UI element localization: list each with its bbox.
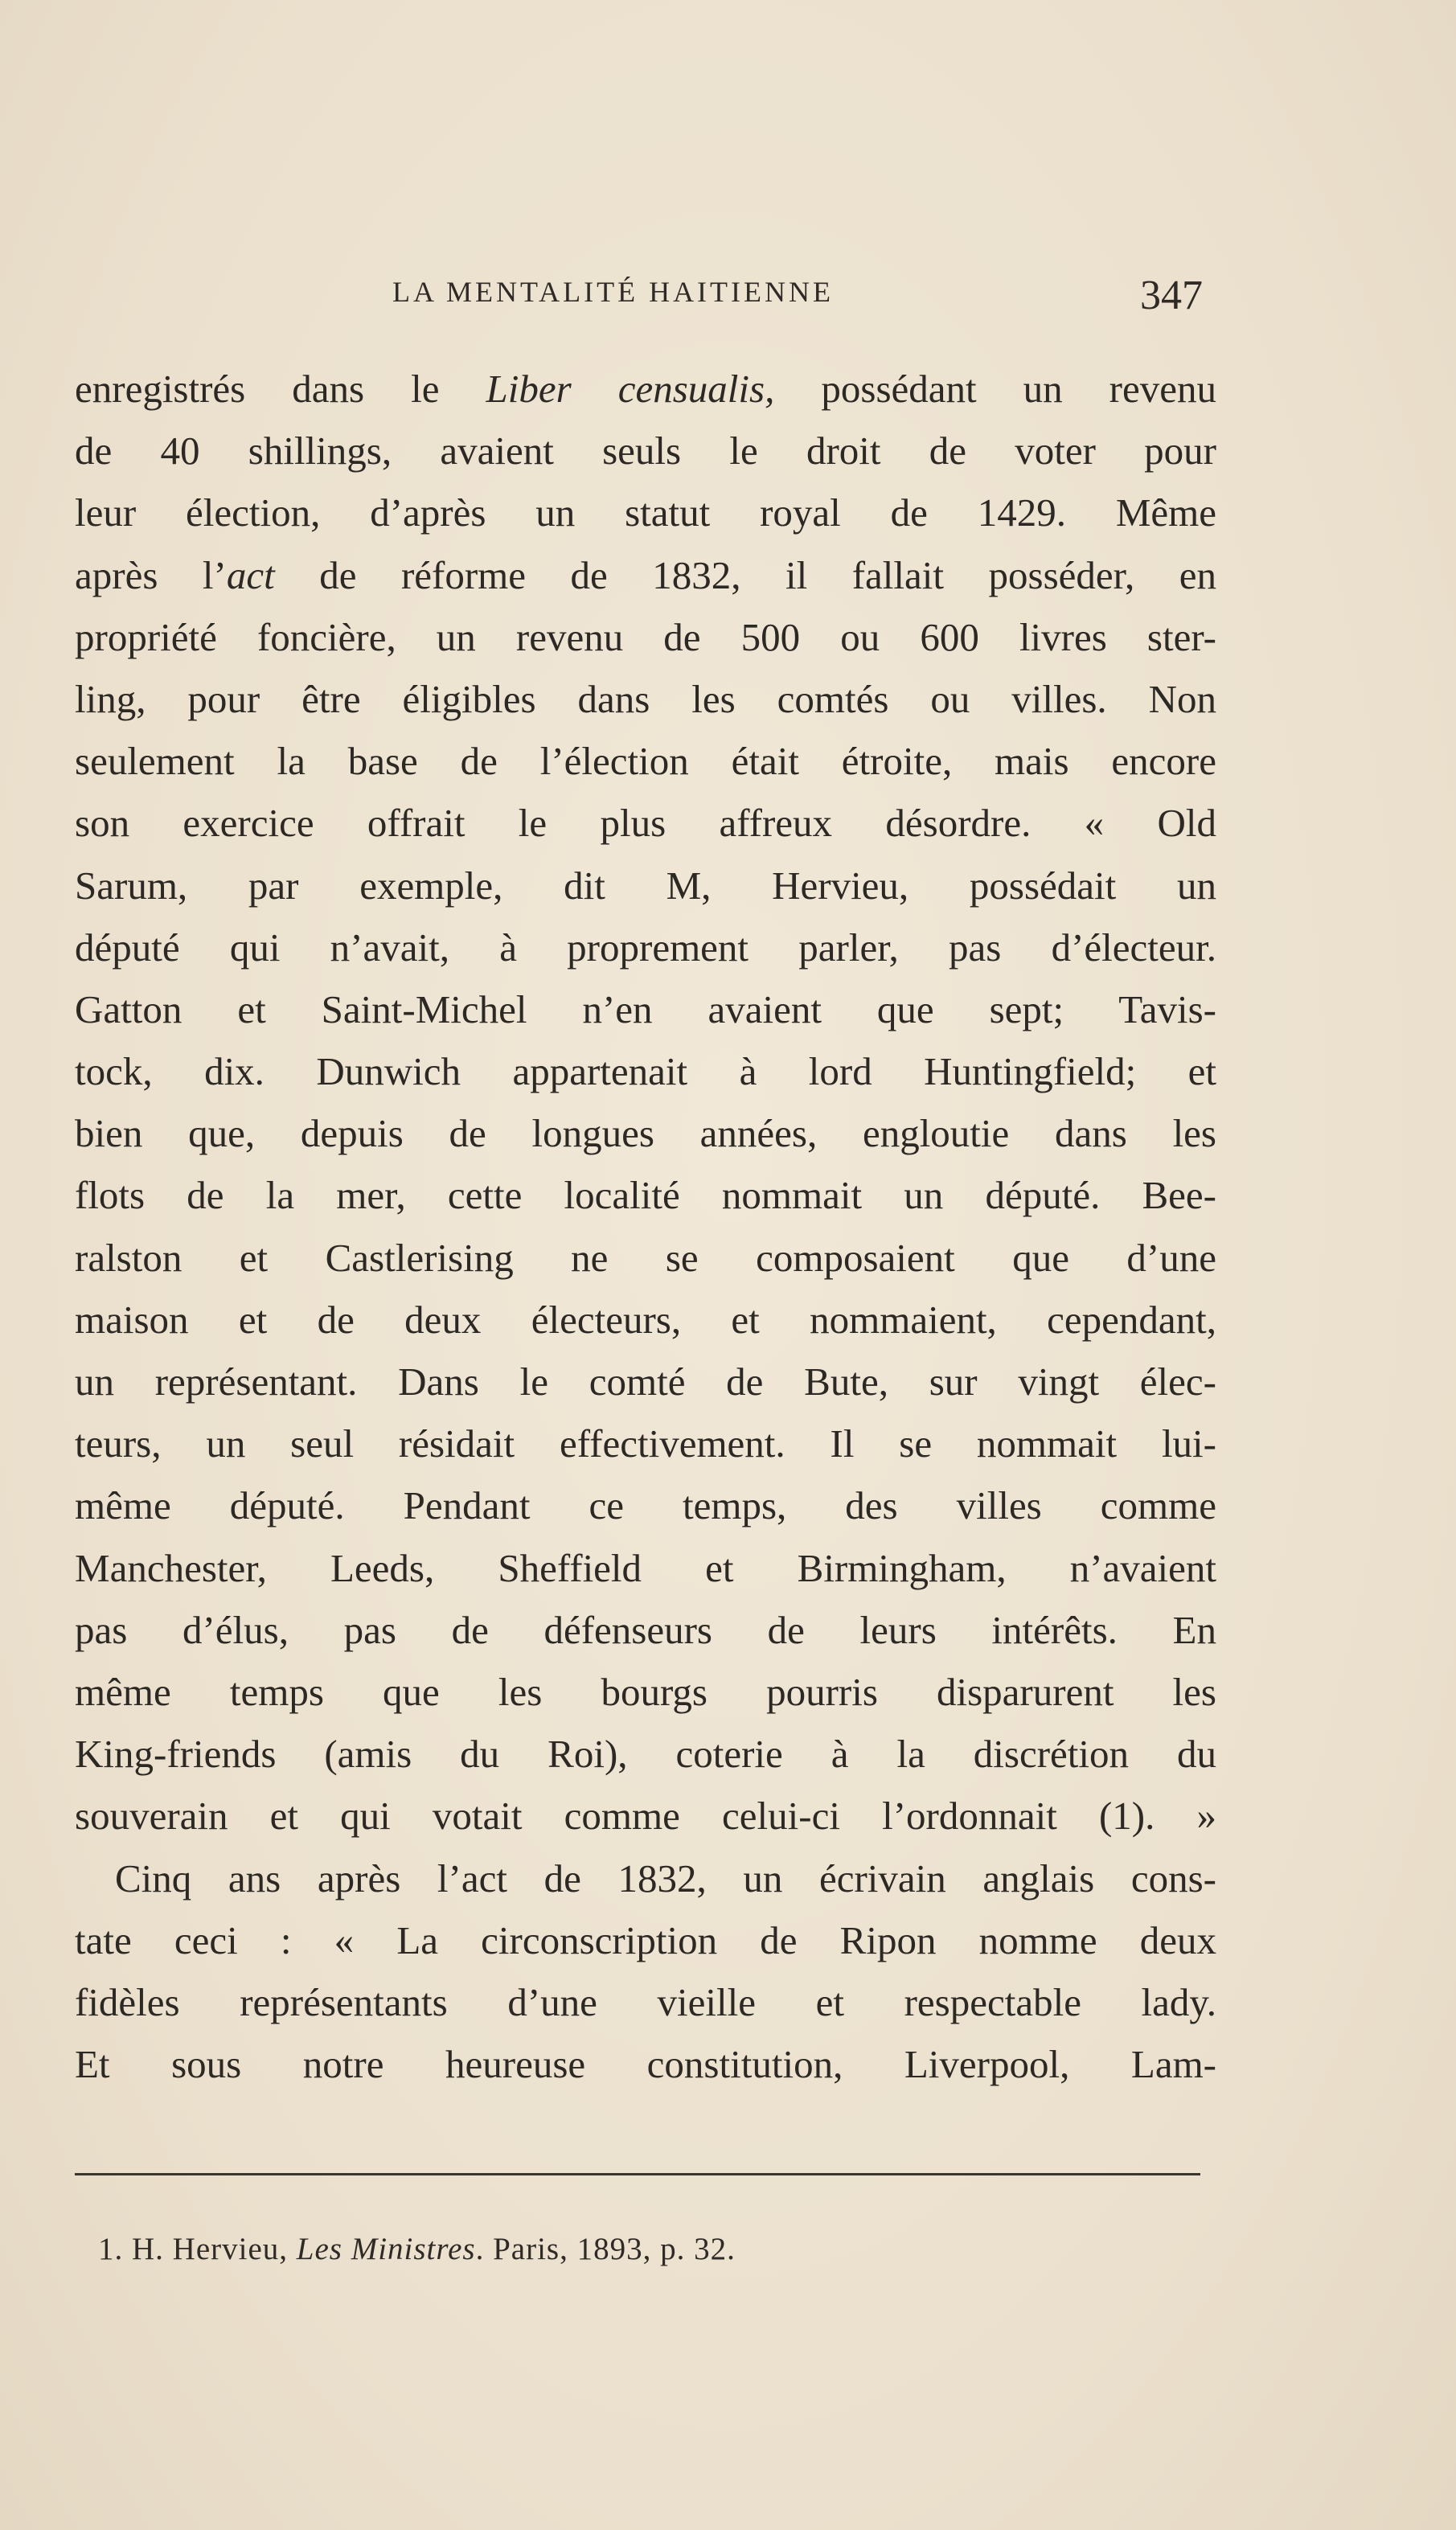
text-line: ling, pour être éligibles dans les comtés ou villes. Non: [75, 676, 1216, 721]
body-text: [75, 358, 1216, 2095]
text-line: après l’act de réforme de 1832, il fallait posséder, en: [75, 552, 1216, 597]
text-line: seulement la base de l’élection était étroite, mais encore: [75, 739, 1216, 784]
text-line: souverain et qui votait comme celui-ci l’ordonnait (1). »: [75, 1794, 1216, 1839]
running-title: LA MENTALITÉ HAITIENNE: [392, 276, 835, 308]
text-line: bien que, depuis de longues années, engloutie dans les: [75, 1111, 1216, 1156]
text-line: tate ceci : « La circonscription de Ripon nomme deux: [75, 1917, 1216, 1962]
footnote-divider: [75, 2173, 1200, 2175]
text-line: Sarum, par exemple, dit M, Hervieu, possédait un: [75, 863, 1216, 908]
text-line: député qui n’avait, à proprement parler, pas d’électeur.: [75, 925, 1216, 970]
text-line: un représentant. Dans le comté de Bute, sur vingt élec-: [75, 1359, 1216, 1404]
text-line: pas d’élus, pas de défenseurs de leurs intérêts. En: [75, 1607, 1216, 1652]
text-line: son exercice offrait le plus affreux désordre. « Old: [75, 801, 1216, 846]
text-line: tock, dix. Dunwich appartenait à lord Huntingfield; et: [75, 1049, 1216, 1094]
text-line: Gatton et Saint-Michel n’en avaient que sept; Tavis-: [75, 986, 1216, 1031]
running-head: [0, 272, 1456, 320]
text-line: même temps que les bourgs pourris disparurent les: [75, 1669, 1216, 1714]
text-line: flots de la mer, cette localité nommait un député. Bee-: [75, 1173, 1216, 1218]
text-line: King-friends (amis du Roi), coterie à la discrétion du: [75, 1732, 1216, 1777]
text-line: leur élection, d’après un statut royal de 1429. Même: [75, 490, 1216, 535]
text-line: ralston et Castlerising ne se composaient que d’une: [75, 1235, 1216, 1280]
text-line: fidèles représentants d’une vieille et respectable lady.: [75, 1979, 1216, 2024]
text-line: même député. Pendant ce temps, des villes comme: [75, 1483, 1216, 1528]
text-line: propriété foncière, un revenu de 500 ou 600 livres ster-: [75, 614, 1216, 659]
footnote: 1. H. Hervieu, Les Ministres. Paris, 1893, p. 32.: [98, 2232, 736, 2266]
page-number: 347: [1140, 273, 1203, 318]
text-line: de 40 shillings, avaient seuls le droit de voter pour: [75, 429, 1216, 474]
text-line: teurs, un seul résidait effectivement. Il se nommait lui-: [75, 1421, 1216, 1466]
text-line: Manchester, Leeds, Sheffield et Birmingham, n’avaient: [75, 1545, 1216, 1590]
text-line: Cinq ans après l’act de 1832, un écrivain anglais cons-: [115, 1855, 1216, 1901]
text-line: Et sous notre heureuse constitution, Liverpool, Lam-: [75, 2042, 1216, 2087]
text-line: maison et de deux électeurs, et nommaient, cependant,: [75, 1297, 1216, 1342]
text-line: enregistrés dans le Liber censualis, possédant un revenu: [75, 367, 1216, 411]
